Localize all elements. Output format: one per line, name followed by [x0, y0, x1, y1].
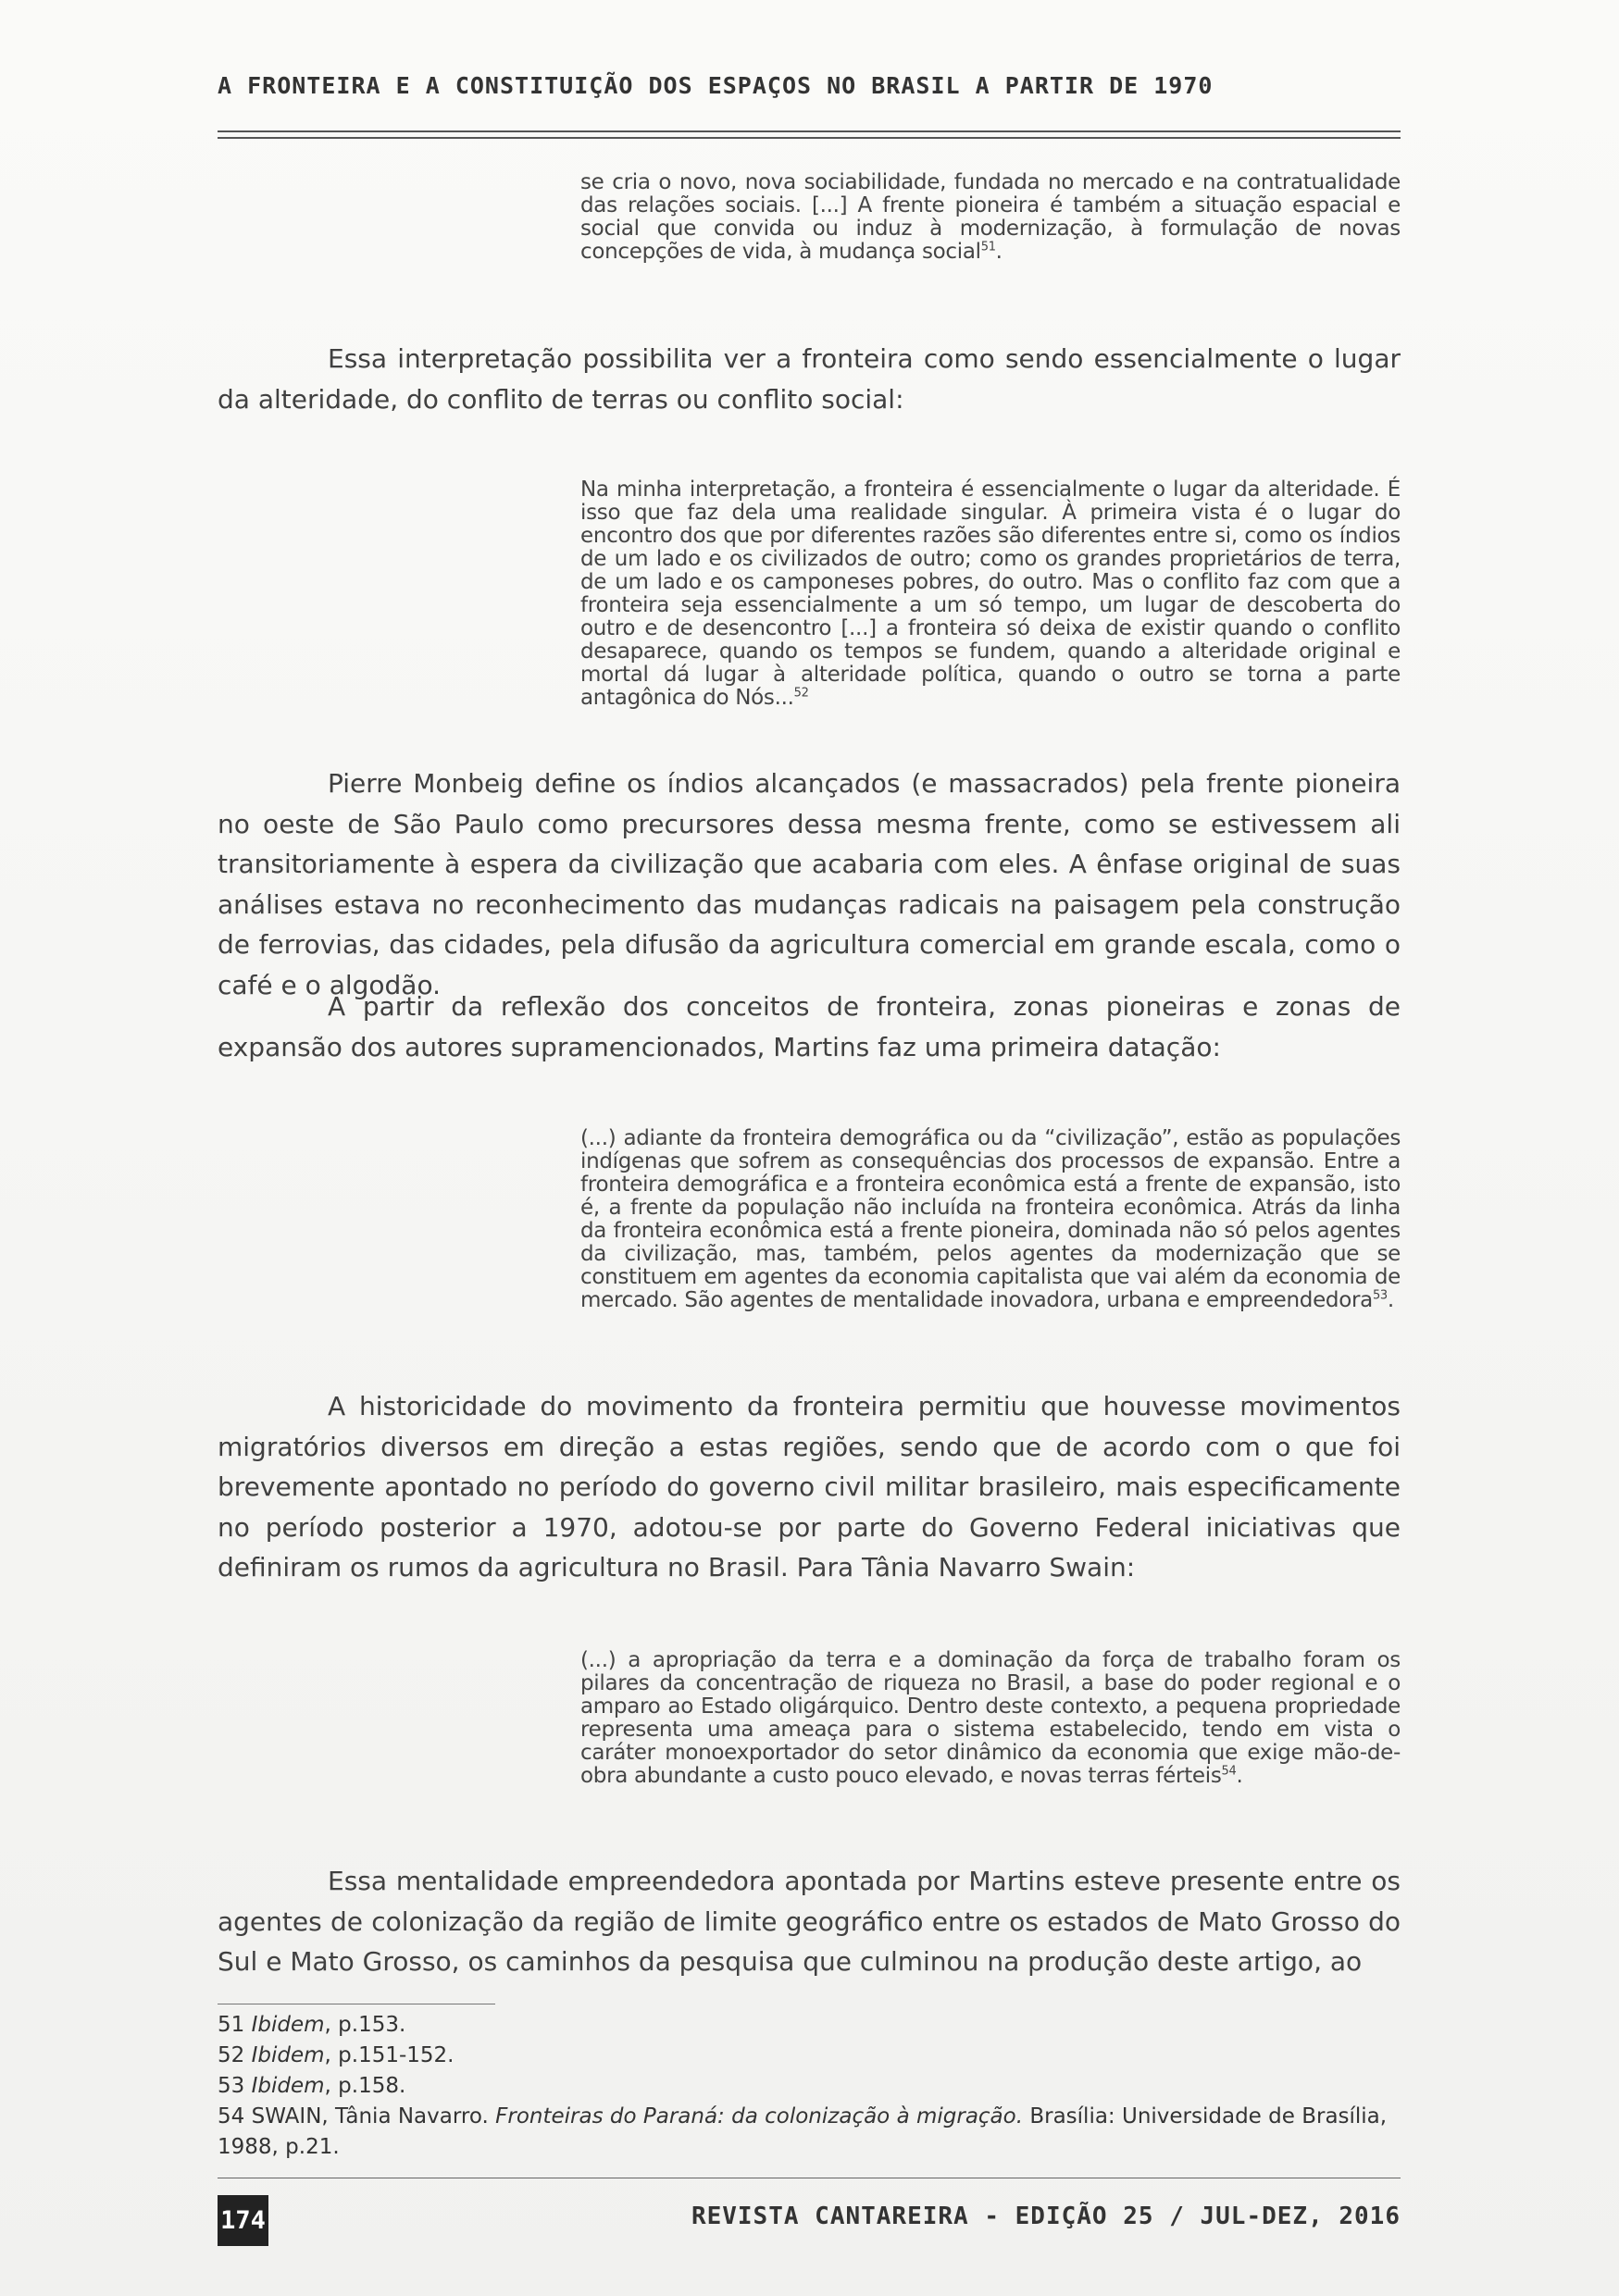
footnote-52 — [218, 2041, 1401, 2071]
footnote-italic: Ibidem — [251, 2074, 325, 2098]
block-quote-3 — [580, 1127, 1401, 1312]
footnote-54 — [218, 2102, 1401, 2163]
footnote-italic: Ibidem — [251, 2043, 325, 2067]
footnote-number: 51 — [218, 2013, 245, 2037]
footnote-italic: Ibidem — [251, 2013, 325, 2037]
footnote-italic: Fronteiras do Paraná: da colonização à migração. — [495, 2104, 1024, 2128]
paragraph-4: A historicidade do movimento da fronteira permitiu que houvesse movimentos migratórios diversos em direção a estas regiões, sendo que de acordo com o que foi brevemente apontado no período do governo civil militar brasileiro, mais especificamente no período posterior a 1970, adotou-se por parte do Governo Federal iniciativas que definiram os rumos da agricultura no Brasil. Para Tânia Navarro Swain: — [218, 1391, 1401, 1582]
footnote-53 — [218, 2071, 1401, 2102]
footnote-ref[interactable]: 53 — [1372, 1288, 1388, 1303]
footnote-ref[interactable]: 52 — [793, 686, 809, 701]
block-quote-2 — [580, 478, 1401, 710]
block-quote-4 — [580, 1649, 1401, 1788]
footnote-number: 53 — [218, 2074, 245, 2098]
footnote-51 — [218, 2010, 1401, 2041]
footnote-ref[interactable]: 51 — [980, 240, 996, 254]
footnote-number: 54 — [218, 2104, 245, 2128]
footnotes — [218, 2010, 1401, 2163]
header-rule-bottom — [218, 137, 1401, 139]
footnote-rest: , p.153. — [324, 2013, 406, 2037]
footnote-pre: SWAIN, Tânia Navarro. — [251, 2104, 496, 2128]
running-title: A FRONTEIRA E A CONSTITUIÇÃO DOS ESPAÇOS NO BRASIL A PARTIR DE 1970 — [218, 72, 1214, 99]
page-number: 174 — [218, 2195, 268, 2246]
footnote-number: 52 — [218, 2043, 245, 2067]
footnote-rest: , p.158. — [324, 2074, 406, 2098]
quote-text: (...) adiante da fronteira demográfica ou da “civilização”, estão as populações indígenas que sofrem as consequências dos processos de expansão. Entre a fronteira demográfica e a fronteira econômica está a frente de expansão, isto é, a frente da população não incluída na fronteira econômica. Atrás da linha da fronteira econômica está a frente pioneira, dominada não só pelos agentes da civilização, mas, também, pelos agentes da modernização que se constituem em agentes da economia capitalista que vai além da economia de mercado. São agentes de mentalidade inovadora, urbana e empreendedora — [580, 1126, 1401, 1312]
paragraph-3: A partir da reflexão dos conceitos de fronteira, zonas pioneiras e zonas de expansão dos autores supramencionados, Martins faz uma primeira datação: — [218, 991, 1401, 1062]
block-quote-1 — [580, 171, 1401, 264]
quote-text: (...) a apropriação da terra e a dominação da força de trabalho foram os pilares da concentração de riqueza no Brasil, a base do poder regional e o amparo ao Estado oligárquico. Dentro deste contexto, a pequena propriedade representa uma ameaça para o sistema estabelecido, tendo em vista o caráter monoexportador do setor dinâmico da economia que exige mão-de-obra abundante a custo pouco elevado, e novas terras férteis — [580, 1648, 1401, 1788]
footnote-rest: Brasília: Universidade de Brasília, 1988, p.21. — [218, 2104, 1388, 2159]
quote-end: . — [995, 240, 1003, 264]
journal-name: REVISTA CANTAREIRA - EDIÇÃO 25 / JUL-DEZ, 2016 — [691, 2203, 1401, 2230]
quote-end: . — [1236, 1764, 1243, 1788]
quote-end: . — [1387, 1288, 1394, 1312]
paragraph-1: Essa interpretação possibilita ver a fronteira como sendo essencialmente o lugar da alteridade, do conflito de terras ou conflito social: — [218, 343, 1401, 415]
footnote-rest: , p.151-152. — [324, 2043, 455, 2067]
paragraph-2: Pierre Monbeig define os índios alcançados (e massacrados) pela frente pioneira no oeste de São Paulo como precursores dessa mesma frente, como se estivessem ali transitoriamente à espera da civilização que acabaria com eles. A ênfase original de suas análises estava no reconhecimento das mudanças radicais na paisagem pela construção de ferrovias, das cidades, pela difusão da agricultura comercial em grande escala, como o café e o algodão. — [218, 768, 1401, 1000]
quote-text: Na minha interpretação, a fronteira é essencialmente o lugar da alteridade. É isso que faz dela uma realidade singular. À primeira vista é o lugar do encontro dos que por diferentes razões são diferentes entre si, como os índios de um lado e os civilizados de outro; como os grandes proprietários de terra, de um lado e os camponeses pobres, do outro. Mas o conflito faz com que a fronteira seja essencialmente a um só tempo, um lugar de descoberta do outro e de desencontro [...] a fronteira só deixa de existir quando o conflito desaparece, quando os tempos se fundem, quando a alteridade original e mortal dá lugar à alteridade política, quando o outro se torna a parte antagônica do Nós... — [580, 478, 1401, 710]
footnote-ref[interactable]: 54 — [1221, 1764, 1237, 1779]
header-rule-top — [218, 130, 1401, 132]
paragraph-5: Essa mentalidade empreendedora apontada por Martins esteve presente entre os agentes de colonização da região de limite geográfico entre os estados de Mato Grosso do Sul e Mato Grosso, os caminhos da pesquisa que culminou na produção deste artigo, ao — [218, 1866, 1401, 1977]
quote-text: se cria o novo, nova sociabilidade, fundada no mercado e na contratualidade das relações sociais. [...] A frente pioneira é também a situação espacial e social que convida ou induz à modernização, à formulação de novas concepções de vida, à mudança social — [580, 170, 1401, 264]
